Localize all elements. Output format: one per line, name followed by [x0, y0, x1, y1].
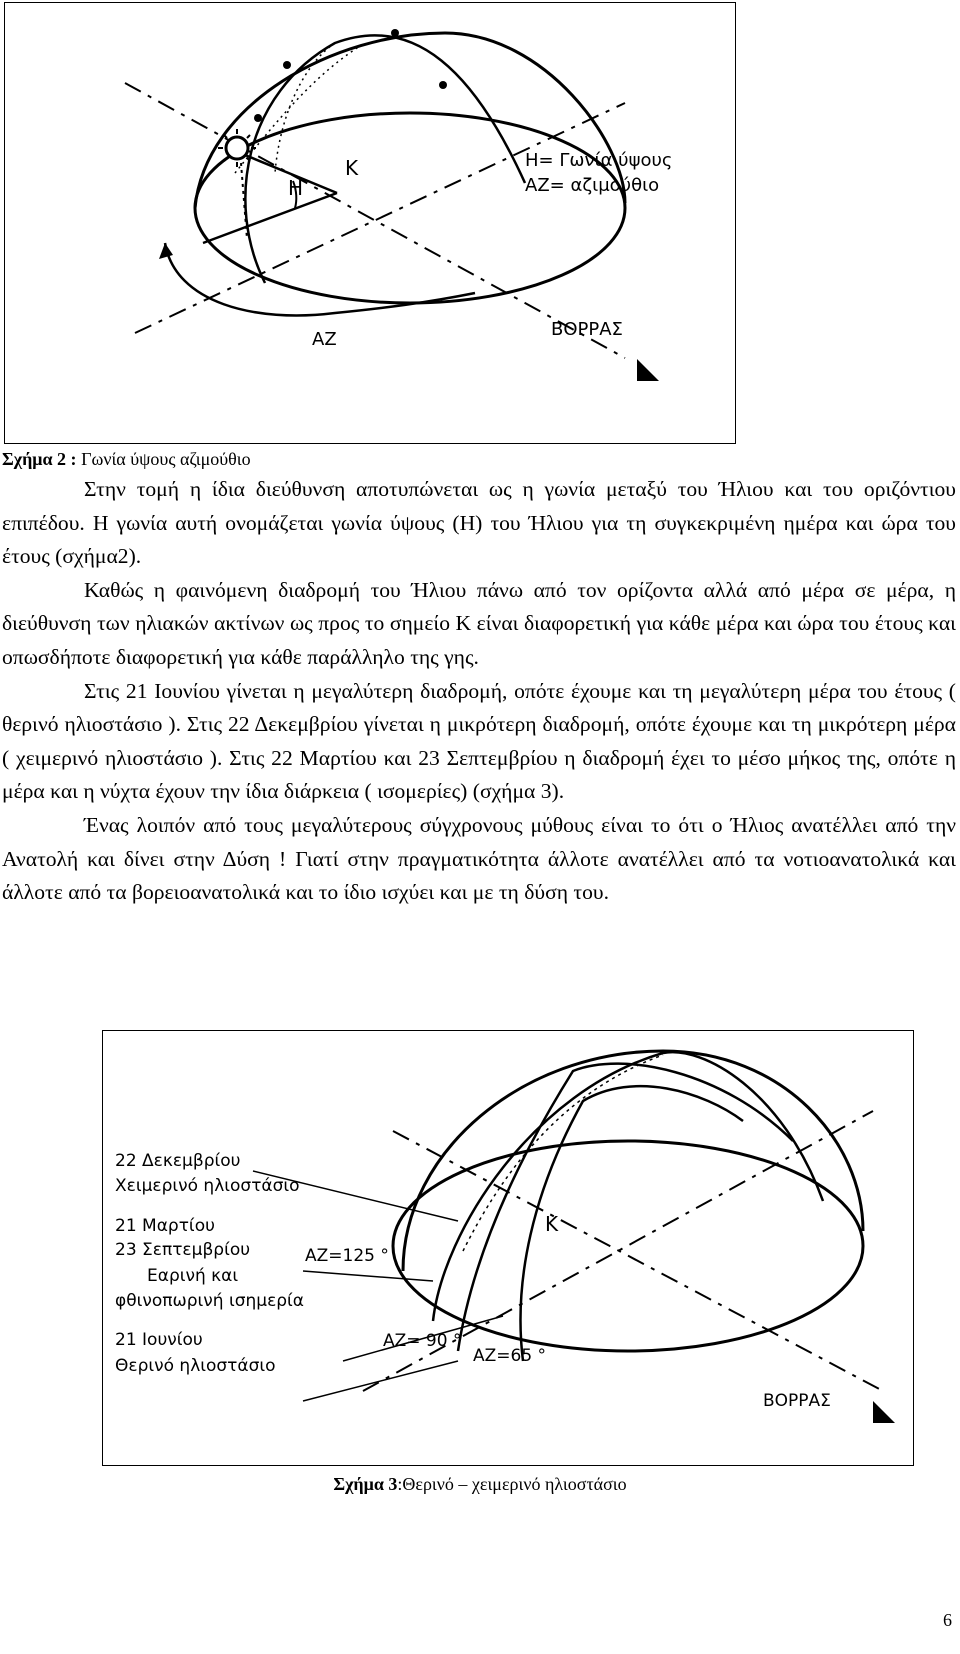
legend-az: ΑΖ= αζιμούθιο — [525, 175, 660, 196]
figure-2-caption-text: Γωνία ύψους αζιμούθιο — [76, 449, 251, 469]
sun-path-dot — [254, 114, 262, 122]
paragraph-1: Στην τομή η ίδια διεύθυνση αποτυπώνεται ως η γωνία μεταξύ του Ήλιου και του οριζόντιου επιπέδου. Η γωνία αυτή ονομάζεται γωνία ύψους (Η) του Ήλιου για τη συγκεκριμένη ημέρα και ώρα του έτους (σχήμα2). — [2, 477, 956, 569]
label-k: Κ — [345, 156, 359, 180]
label-k: Κ — [545, 1212, 559, 1236]
label-june-date: 21 Ιουνίου — [115, 1330, 203, 1350]
label-north: ΒΟΡΡΑΣ — [551, 319, 623, 340]
horizontal-projection — [203, 193, 337, 243]
label-az-65: ΑΖ=65 ° — [473, 1346, 547, 1366]
label-june-name: Θερινό ηλιοστάσιο — [115, 1356, 276, 1376]
label-september-date: 23 Σεπτεμβρίου — [115, 1240, 251, 1260]
paragraph-2: Καθώς η φαινόμενη διαδρομή του Ήλιου πάνω από τον ορίζοντα αλλά από μέρα σε μέρα, η διεύθυνση των ηλιακών ακτίνων ως προς το σημείο Κ είναι διαφορετική για κάθε μέρα και ώρα του έτους και οπωσδήποτε διαφορετική για κάθε παράλληλο της γης. — [2, 577, 956, 669]
meridian-dotted — [235, 43, 365, 173]
label-az-125: ΑΖ=125 ° — [305, 1246, 389, 1266]
leader-june — [303, 1361, 458, 1401]
north-arrow-icon — [637, 359, 659, 381]
sun-path-equinox — [458, 1064, 793, 1351]
horizon-ellipse — [195, 113, 625, 303]
azimuth-arc — [165, 243, 475, 315]
label-north: ΒΟΡΡΑΣ — [763, 1391, 831, 1411]
leader-equinox — [303, 1271, 433, 1281]
label-equinox-1: Εαρινή και — [147, 1266, 239, 1286]
figure-3-solstice-diagram — [102, 1030, 914, 1466]
label-equinox-2: φθινοπωρινή ισημερία — [115, 1291, 305, 1311]
legend-h: Η= Γωνία ύψους — [525, 150, 673, 171]
label-az: ΑΖ — [312, 329, 337, 350]
sun-path-dot — [439, 81, 447, 89]
sun-icon — [226, 137, 248, 159]
paragraph-4: Ένας λοιπόν από τους μεγαλύτερους σύγχρονους μύθους είναι το ότι ο Ήλιος ανατέλλει από την Ανατολή και δίνει στην Δύση ! Γιατί στην πραγματικότητα άλλοτε ανατέλλει από τα νοτιοανατολικά και άλλοτε από τα βορειοανατολικά και το ίδιο ισχύει και με τη δύση του. — [2, 812, 956, 905]
sun-path — [245, 35, 525, 283]
figure-3-drawing — [103, 1031, 913, 1465]
label-december-date: 22 Δεκεμβρίου — [115, 1151, 241, 1171]
figure-2-altitude-azimuth-diagram — [4, 2, 736, 444]
north-arrow-icon — [873, 1401, 895, 1423]
paragraph-3: Στις 21 Ιουνίου γίνεται η μεγαλύτερη διαδρομή, οπότε έχουμε και τη μεγαλύτερη μέρα του έτους ( θερινό ηλιοστάσιο ). Στις 22 Δεκεμβρίου γίνεται η μικρότερη διαδρομή, οπότε έχουμε και τη μικρότερη μέρα ( χειμερινό ηλιοστάσιο ). Στις 22 Μαρτίου και 23 Σεπτεμβρίου η διαδρομή έχει το μέσο μήκος της, οπότε η μέρα και η νύχτα έχουν την ίδια διάρκεια ( ισομερίες) (σχήμα 3). — [2, 678, 956, 804]
sun-path-dot — [391, 29, 399, 37]
body-text — [2, 473, 956, 910]
figure-2-caption-label: Σχήμα 2 : — [2, 449, 77, 469]
figure-2-caption — [2, 447, 251, 471]
hemisphere-outline — [403, 1051, 863, 1271]
figure-3-caption-label: Σχήμα 3 — [333, 1474, 398, 1494]
label-march-date: 21 Μαρτίου — [115, 1216, 215, 1236]
sun-path-dot — [283, 61, 291, 69]
label-az-90: ΑΖ= 90 ° — [383, 1331, 462, 1351]
figure-3-caption — [0, 1472, 960, 1496]
label-december-name: Χειμερινό ηλιοστάσιο — [115, 1176, 300, 1196]
sun-path-june — [433, 1052, 823, 1321]
north-south-axis — [125, 83, 625, 358]
azimuth-arrow — [159, 243, 173, 259]
page-number: 6 — [943, 1610, 952, 1630]
label-h: Η — [288, 176, 304, 200]
figure-3-caption-text: :Θερινό – χειμερινό ηλιοστάσιο — [397, 1474, 627, 1494]
figure-2-drawing — [5, 3, 735, 443]
